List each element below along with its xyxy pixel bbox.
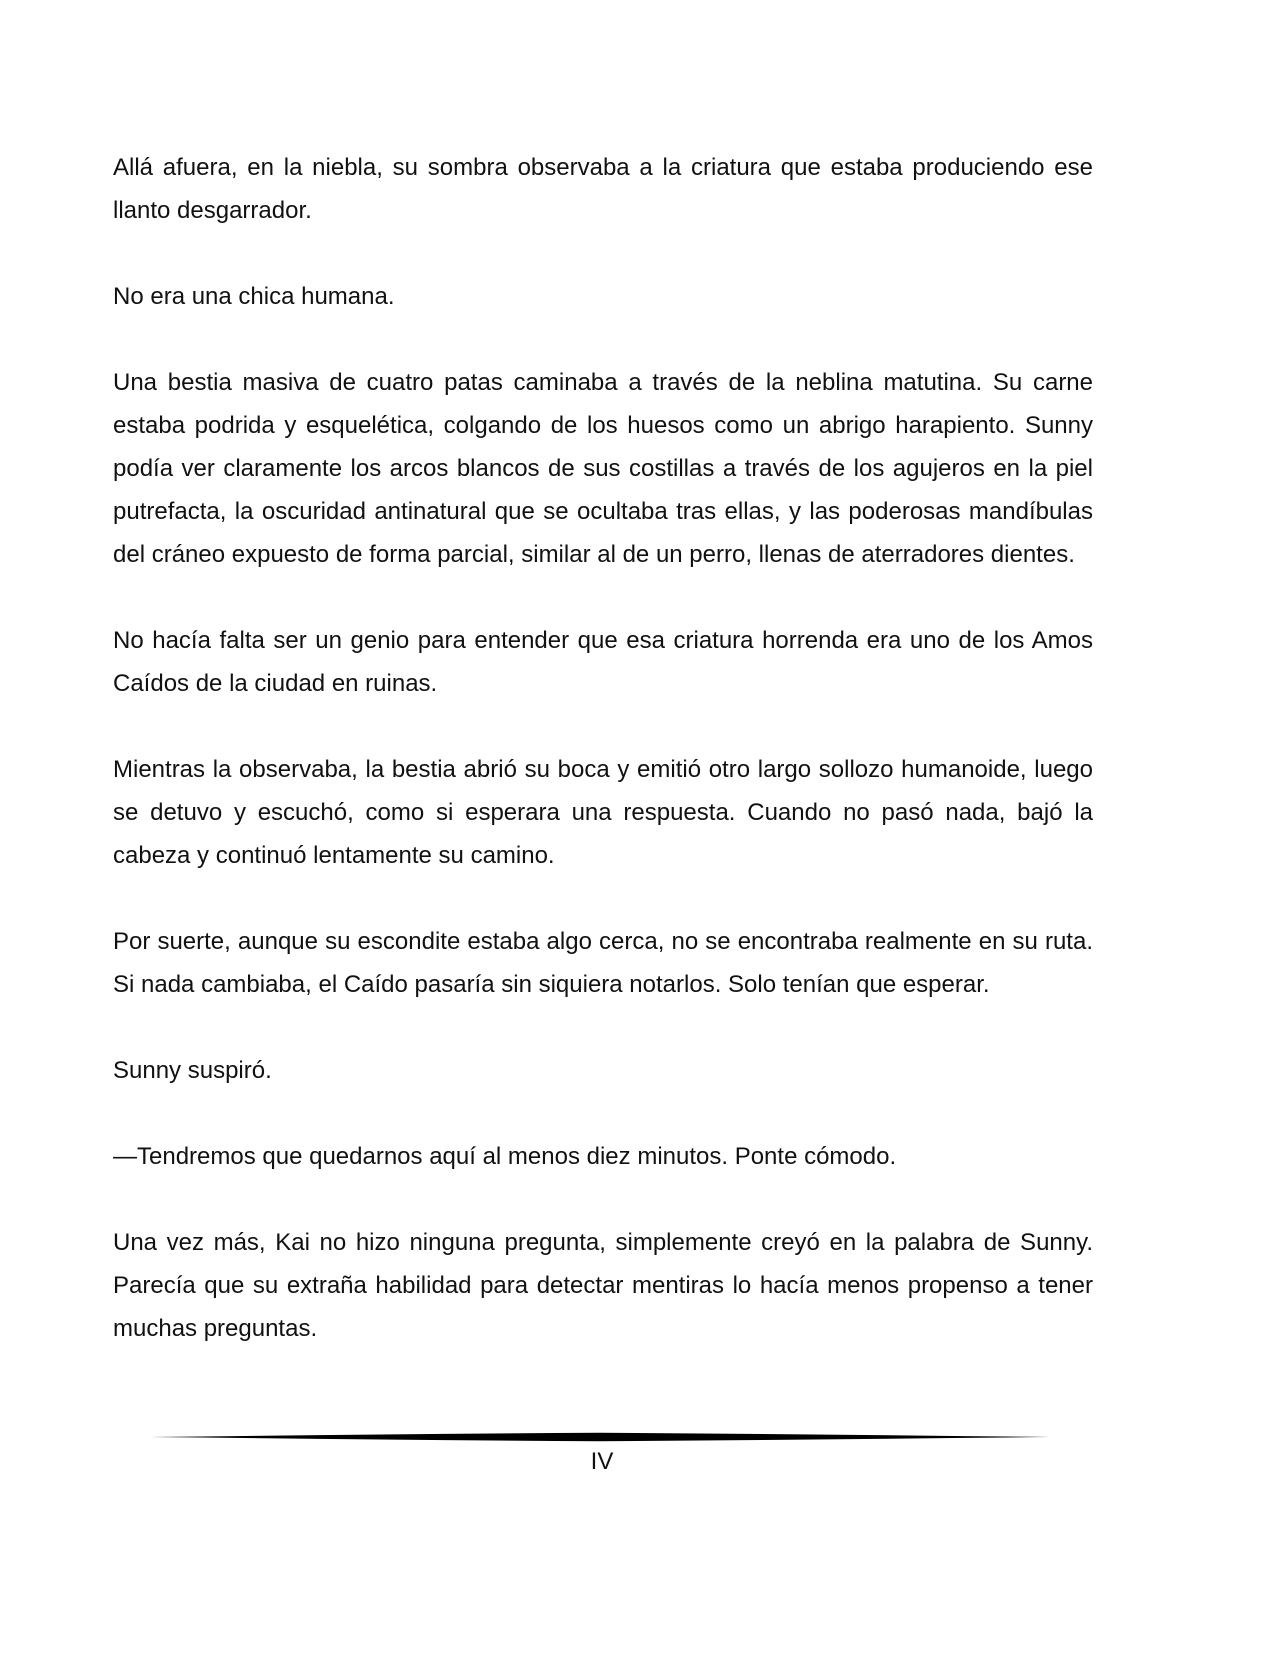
decorative-separator (150, 1432, 1050, 1442)
paragraph-9: Una vez más, Kai no hizo ninguna pregunta, simplemente creyó en la palabra de Sunny. Parecía que su extraña habilidad para detectar mentiras lo hacía menos propenso a tener muchas preguntas. (113, 1229, 1093, 1342)
paragraph-3: Una bestia masiva de cuatro patas caminaba a través de la neblina matutina. Su carne estaba podrida y esquelética, colgando de los huesos como un abrigo harapiento. Sunny podía ver claramente los arcos blancos de sus costillas a través de los agujeros en la piel putrefacta, la oscuridad antinatural que se ocultaba tras ellas, y las poderosas mandíbulas del cráneo expuesto de forma parcial, similar al de un perro, llenas de aterradores dientes. (113, 369, 1093, 568)
paragraph-4: No hacía falta ser un genio para entender que esa criatura horrenda era uno de los Amos Caídos de la ciudad en ruinas. (113, 627, 1093, 697)
paragraph-7: Sunny suspiró. (113, 1057, 272, 1084)
paragraph-5: Mientras la observaba, la bestia abrió su boca y emitió otro largo sollozo humanoide, luego se detuvo y escuchó, como si esperara una respuesta. Cuando no pasó nada, bajó la cabeza y continuó lentamente su camino. (113, 756, 1093, 869)
paragraph-6: Por suerte, aunque su escondite estaba algo cerca, no se encontraba realmente en su ruta. Si nada cambiaba, el Caído pasaría sin siquiera notarlos. Solo tenían que esperar. (113, 928, 1093, 998)
separator-line-icon (150, 1432, 1050, 1442)
paragraph-1: Allá afuera, en la niebla, su sombra observaba a la criatura que estaba produciendo ese llanto desgarrador. (113, 154, 1093, 224)
paragraph-2: No era una chica humana. (113, 283, 395, 310)
page-number: IV (590, 1448, 614, 1475)
body-text (113, 146, 1093, 1393)
paragraph-8: —Tendremos que quedarnos aquí al menos diez minutos. Ponte cómodo. (113, 1143, 897, 1170)
